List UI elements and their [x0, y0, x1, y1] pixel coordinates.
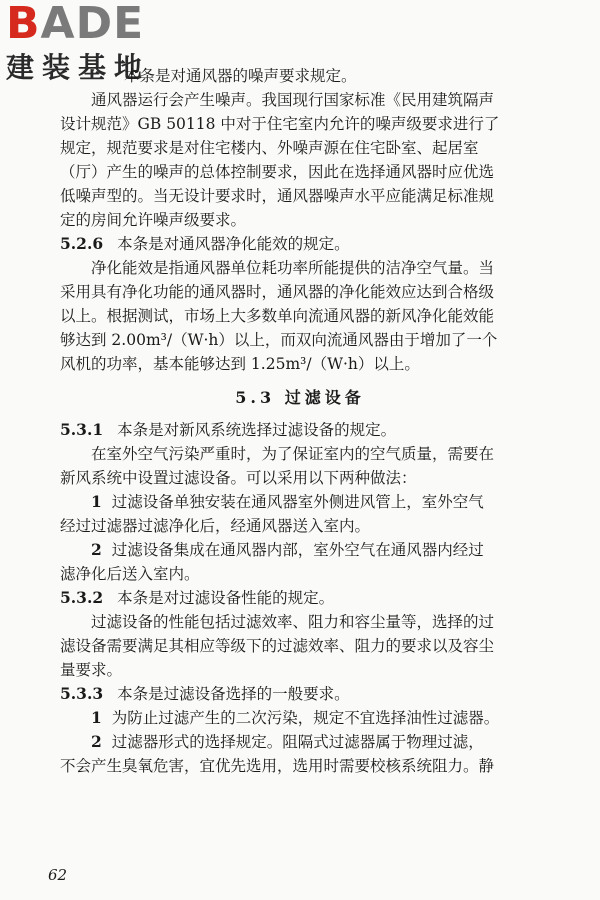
item-text: 为防止过滤产生的二次污染，规定不宜选择油性过滤器。	[111, 709, 500, 727]
paragraph-line: 在室外空气污染严重时，为了保证室内的空气质量，需要在	[91, 445, 495, 463]
clause-533-heading	[60, 682, 540, 706]
list-item	[60, 490, 540, 514]
paragraph-line: 滤净化后送入室内。	[60, 565, 200, 583]
clause-526-heading	[60, 232, 540, 256]
paragraph-line: （厅）产生的噪声的总体控制要求，因此在选择通风器时应优选	[60, 163, 495, 181]
paragraph-line: 通风器运行会产生噪声。我国现行国家标准《民用建筑隔声	[91, 91, 495, 109]
logo-subtitle: 建装基地	[6, 51, 151, 84]
paragraph-line: 新风系统中设置过滤设备。可以采用以下两种做法：	[60, 469, 417, 487]
logo-brand	[6, 0, 186, 49]
clause-title: 本条是对通风器净化能效的规定。	[117, 235, 350, 253]
clause-number: 5.2.6	[60, 234, 104, 253]
logo-brand-accent: B	[6, 0, 41, 49]
list-item	[60, 730, 540, 754]
clause-526-body	[60, 256, 540, 376]
item-number: 1	[91, 708, 102, 727]
clause-title: 本条是对过滤设备性能的规定。	[117, 589, 335, 607]
paragraph-line: 定的房间允许噪声级要求。	[60, 211, 247, 229]
clause-531-heading	[60, 418, 540, 442]
paragraph-line: 设计规范》GB 50118 中对于住宅室内允许的噪声级要求进行了	[60, 115, 500, 133]
paragraph-line: 滤设备需要满足其相应等级下的过滤效率、阻力的要求以及容尘	[60, 637, 495, 655]
clause-524-body	[60, 88, 540, 232]
paragraph-line: 以上。根据测试，市场上大多数单向流通风器的新风净化能效能	[60, 307, 495, 325]
clause-title: 本条是过滤设备选择的一般要求。	[117, 685, 350, 703]
paragraph-line: 采用具有净化功能的通风器时，通风器的净化能效应达到合格级	[60, 283, 495, 301]
section-title: 5.3 过滤设备	[235, 388, 365, 407]
paragraph-line: 低噪声型的。当无设计要求时，通风器噪声水平应能满足标准规	[60, 187, 495, 205]
clause-number: 5.3.2	[60, 588, 104, 607]
item-text: 过滤器形式的选择规定。阻隔式过滤器属于物理过滤，	[111, 733, 484, 751]
clause-524-title: 本条是对通风器的噪声要求规定。	[124, 67, 357, 85]
item-number: 2	[91, 732, 102, 751]
clause-title: 本条是对新风系统选择过滤设备的规定。	[117, 421, 397, 439]
item-number: 1	[91, 492, 102, 511]
paragraph-line: 不会产生臭氧危害，宜优先选用，选用时需要校核系统阻力。静	[60, 757, 495, 775]
paragraph-line: 过滤设备的性能包括过滤效率、阻力和容尘量等，选择的过	[91, 613, 495, 631]
list-item	[60, 706, 540, 730]
document-body	[60, 64, 540, 778]
logo-brand-rest: ADE	[40, 0, 145, 49]
paragraph-line: 规定，规范要求是对住宅楼内、外噪声源在住宅卧室、起居室	[60, 139, 479, 157]
list-item	[60, 538, 540, 562]
paragraph-line: 量要求。	[60, 661, 123, 679]
clause-number: 5.3.3	[60, 684, 104, 703]
paragraph-line: 风机的功率，基本能够达到 1.25m³/（W·h）以上。	[60, 355, 420, 373]
page-number: 62	[48, 866, 68, 884]
paragraph-line: 净化能效是指通风器单位耗功率所能提供的洁净空气量。当	[91, 259, 495, 277]
paragraph-line: 够达到 2.00m³/（W·h）以上，而双向流通风器由于增加了一个	[60, 331, 498, 349]
paragraph-line: 经过过滤器过滤净化后，经通风器送入室内。	[60, 517, 371, 535]
item-number: 2	[91, 540, 102, 559]
clause-number: 5.3.1	[60, 420, 104, 439]
clause-532-heading	[60, 586, 540, 610]
item-text: 过滤设备集成在通风器内部，室外空气在通风器内经过	[111, 541, 484, 559]
item-text: 过滤设备单独安装在通风器室外侧进风管上，室外空气	[111, 493, 484, 511]
